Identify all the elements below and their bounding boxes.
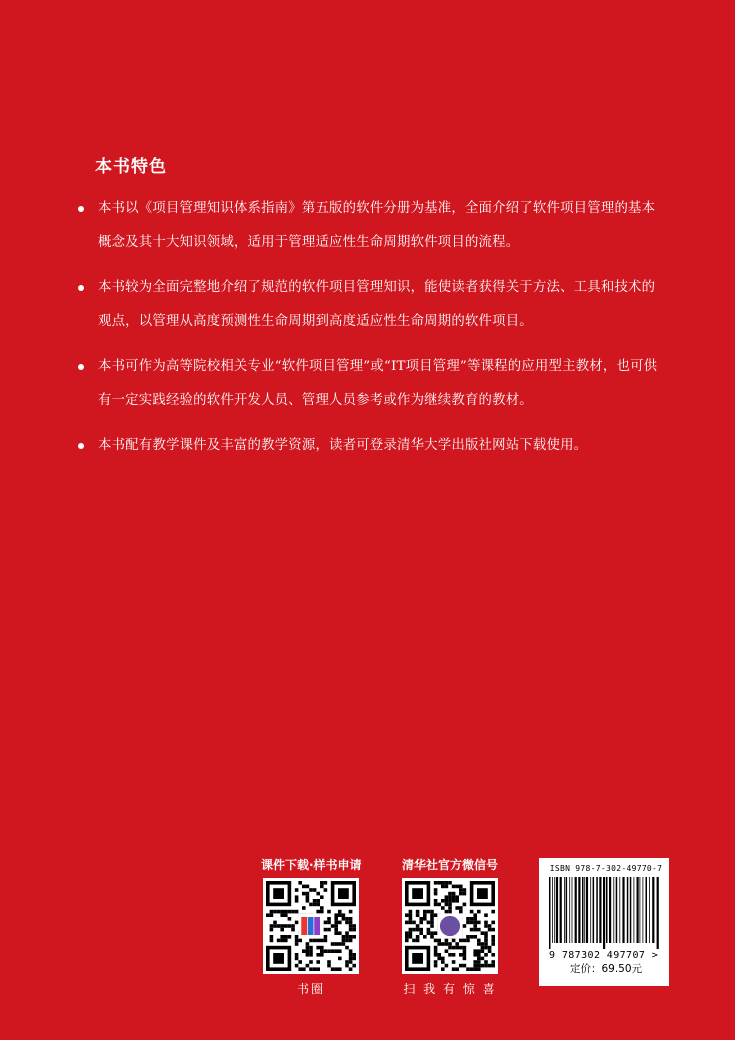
qr-block-courseware [261,855,361,997]
feature-text: 本书配有教学课件及丰富的教学资源，读者可登录清华大学出版社网站下载使用。 [98,438,588,453]
price: 定价：69.50元 [569,963,643,975]
barcode-icon [549,877,661,949]
qr-caption: 清华社官方微信号 [401,858,498,872]
feature-item [78,192,668,260]
feature-text: 本书可作为高等院校相关专业“软件项目管理”或“IT项目管理”等课程的应用型主教材，也可供有一定实践经验的软件开发人员、管理人员参考或作为继续教育的教材。 [98,359,658,408]
ean-digits: 9 787302 497707 > [549,950,659,961]
qr-code-icon [405,881,495,971]
qr-label: 扫 我 有 惊 喜 [403,982,497,996]
bullet-icon [78,206,84,212]
feature-item [78,350,668,418]
features-list [78,192,668,474]
qr-label: 书圈 [296,982,325,996]
features-heading: 本书特色 [95,157,167,177]
bullet-icon [78,285,84,291]
feature-item [78,429,668,463]
isbn-text: ISBN 978-7-302-49770-7 [549,864,663,873]
qr-block-wechat [400,855,500,997]
feature-text: 本书以《项目管理知识体系指南》第五版的软件分册为基准，全面介绍了软件项目管理的基本概念及其十大知识领域，适用于管理适应性生命周期软件项目的流程。 [98,201,656,250]
isbn-barcode [539,858,669,986]
qr-code-wechat[interactable] [402,878,498,974]
qr-code-icon [266,881,356,971]
feature-text: 本书较为全面完整地介绍了规范的软件项目管理知识，能使读者获得关于方法、工具和技术的观点，以管理从高度预测性生命周期到高度适应性生命周期的软件项目。 [98,280,656,329]
bullet-icon [78,364,84,370]
qr-caption: 课件下载·样书申请 [261,858,362,872]
feature-item [78,271,668,339]
qr-code-courseware[interactable] [263,878,359,974]
bullet-icon [78,443,84,449]
